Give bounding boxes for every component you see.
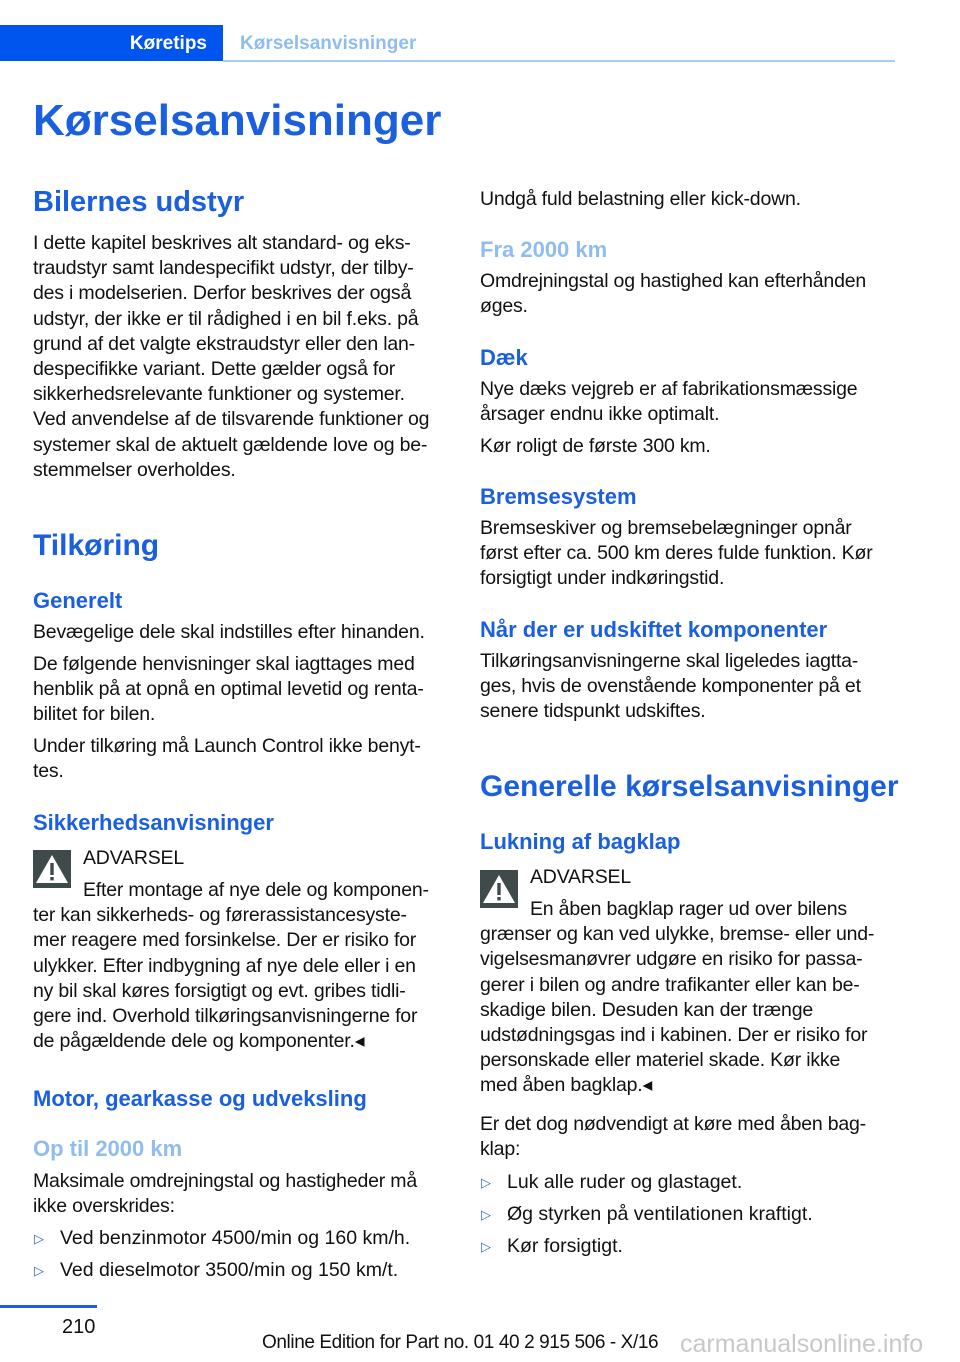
tab-koretips[interactable]: Køretips xyxy=(0,25,223,61)
heading-motor: Motor, gearkasse og udveksling xyxy=(33,1086,367,1111)
warning-text: Efter montage af nye dele og komponen- ter kan sikkerheds- og førerassistancesyste- mer reagere med forsinkelse. Der er risiko for ulykker. Efter indbygning af nye dele eller i en ny bil skal køres forsigtigt og evt. gribes tidli- gere ind. Overhold tilkøringsanvisningerne for de pågældende dele og komponenter.◂ xyxy=(33,879,429,1053)
bullet-icon: ▷ xyxy=(34,1263,44,1278)
paragraph-dog: Er det dog nødvendigt at køre med åben bag- klap: xyxy=(480,1113,866,1161)
heading-bremsesystem: Bremsesystem xyxy=(480,484,637,509)
heading-generelt: Generelt xyxy=(33,588,123,613)
page-title: Kørselsanvisninger xyxy=(33,96,442,145)
warning-label: ADVARSEL xyxy=(83,847,184,869)
paragraph-generelt-3: Under tilkøring må Launch Control ikke benyt- tes. xyxy=(33,735,421,783)
paragraph-generelt-2: De følgende henvisninger skal iagttages med henblik på at opnå en optimal levetid og renta- bilitet for bilen. xyxy=(33,653,424,726)
heading-sikkerhed: Sikkerhedsanvisninger xyxy=(33,810,274,835)
heading-op-til-2000: Op til 2000 km xyxy=(33,1136,183,1161)
bullet-icon: ▷ xyxy=(481,1175,491,1190)
paragraph-fra-2000: Omdrejningstal og hastighed kan efterhånden øges. xyxy=(480,270,866,318)
paragraph-bremsesystem: Bremseskiver og bremsebelægninger opnår først efter ca. 500 km deres fulde funktion. Kør forsigtigt under indkøringstid. xyxy=(480,517,873,590)
heading-daek: Dæk xyxy=(480,345,528,370)
heading-bilernes-udstyr: Bilernes udstyr xyxy=(33,186,245,218)
footer-rule xyxy=(0,1305,97,1308)
paragraph-daek-2: Kør roligt de første 300 km. xyxy=(480,435,711,457)
bullet-icon: ▷ xyxy=(481,1207,491,1222)
heading-komponenter: Når der er udskiftet komponenter xyxy=(480,617,828,642)
heading-fra-2000: Fra 2000 km xyxy=(480,237,608,262)
paragraph-udstyr: I dette kapitel beskrives alt standard- og eks- traudstyr samt landespecifikt udstyr, der tilby- des i modelserien. Derfor beskrives der også udstyr, der ikke er til rådighed i en bil f.eks. på grund af det valgte ekstraudstyr eller den lan- despecifikke variant. Dette gælder også for sikkerhedsrelevante funktioner og systemer. Ved anvendelse af de tilsvarende funktioner og systemer skal de aktuelt gældende love og be- stemmelser overholdes. xyxy=(33,232,430,481)
paragraph-op-til-2000: Maksimale omdrejningstal og hastigheder må ikke overskrides: xyxy=(33,1170,417,1218)
paragraph-generelt-1: Bevægelige dele skal indstilles efter hinanden. xyxy=(33,621,425,643)
heading-generelle: Generelle kørselsanvisninger xyxy=(480,770,899,803)
manual-page: Køretips Kørselsanvisninger Kørselsanvisninger Bilernes udstyr I dette kapitel beskrives alt standard- og eks- traudstyr samt landespecifikt udstyr, der tilby- des i modelserien. Derfor beskrives der også udstyr, der ikke er til rådighed i en bil f.eks. på grund af det valgte ekstraudstyr eller den lan- despecifikke variant. Dette gælder også for sikkerhedsrelevante funktioner og systemer. Ved anvendelse af de tilsvarende funktioner og systemer skal de aktuelt gældende love og be- stemmelser overholdes. Tilkøring Generelt Bevægelige dele skal indstilles efter hinanden. De følgende henvisninger skal iagttages med henblik på at opnå en optimal levetid og renta- bilitet for bilen. Under tilkøring må Launch Control ikke benyt- tes. Sikkerhedsanvisninger ADVARSEL Efter montage af nye dele og komponen- ter kan sikkerheds- og førerassistancesyste- mer reagere med forsinkelse. Der er risiko for ulykker. Efter indbygning af nye dele eller i en ny bil skal køres forsigtigt og evt. gribes tidli- gere ind. Overhold tilkøringsanvisningerne for de pågældende dele og komponenter.◂ Motor, gearkasse og udveksling Op til 2000 km Maksimale omdrejningstal og hastigheder må ikke overskrides: ▷ Ved benzinmotor 4500/min og 160 km/h. ▷ Ved dieselmotor 3500/min og 150 km/t. Undgå fuld belastning eller kick-down. Fra 2000 km Omdrejningstal og hastighed kan efterhånden øges. Dæk Nye dæks vejgreb er af fabrikationsmæssige årsager endnu ikke optimalt. Kør roligt de første 300 km. Bremsesystem Bremseskiver og bremsebelægninger opnår først efter ca. 500 km deres fulde funktion. Kør forsigtigt under indkøringstid. Når der er udskiftet komponenter Tilkøringsanvisningerne skal ligeledes iagtta- ges, hvis de ovenstående komponenter på et senere tidspunkt udskiftes. Generelle kørselsanvisninger Lukning af bagklap ADVARSEL En åben bagklap rager ud over bilens grænser og kan ved ulykke, bremse- eller und- vigelsesmanøvrer udgøre en risiko for passa- gerer i bilen og andre trafikanter eller kan be- skadige bilen. Desuden kan der trænge udstødningsgas ind i kabinen. Der er risiko for personskade eller materiel skade. Kør ikke med åben bagklap.◂ Er det dog nødvendigt at køre med åben bag- klap: ▷ Luk alle ruder og glastaget. ▷ Øg styrken på ventilationen kraftigt. ▷ Kør forsigtigt. 210 Online Edition for Part no. 01 40 2 915 506 - X/16 carmanualsonline.info xyxy=(0,0,960,1362)
header-divider xyxy=(223,60,895,62)
paragraph-komponenter: Tilkøringsanvisningerne skal ligeledes iagtta- ges, hvis de ovenstående komponenter på et senere tidspunkt udskiftes. xyxy=(480,650,861,723)
warning-text: En åben bagklap rager ud over bilens grænser og kan ved ulykke, bremse- eller und- vigelsesmanøvrer udgøre en risiko for passa- gerer i bilen og andre trafikanter eller kan be- skadige bilen. Desuden kan der trænge udstødningsgas ind i kabinen. Der er risiko for personskade eller materiel skade. Kør ikke med åben bagklap.◂ xyxy=(480,898,875,1097)
heading-tilkoring: Tilkøring xyxy=(33,529,160,562)
heading-bagklap: Lukning af bagklap xyxy=(480,829,681,854)
paragraph-daek-1: Nye dæks vejgreb er af fabrikationsmæssige årsager endnu ikke optimalt. xyxy=(480,378,858,426)
edition-text: Online Edition for Part no. 01 40 2 915 506 - X/16 xyxy=(262,1332,659,1353)
bullet-icon: ▷ xyxy=(481,1239,491,1254)
tab-korselsanvisninger[interactable]: Kørselsanvisninger xyxy=(240,33,417,54)
page-number: 210 xyxy=(62,1316,96,1338)
paragraph-undga: Undgå fuld belastning eller kick-down. xyxy=(480,188,801,210)
warning-label: ADVARSEL xyxy=(530,866,631,888)
watermark: carmanualsonline.info xyxy=(680,1330,924,1358)
bullet-icon: ▷ xyxy=(34,1231,44,1246)
